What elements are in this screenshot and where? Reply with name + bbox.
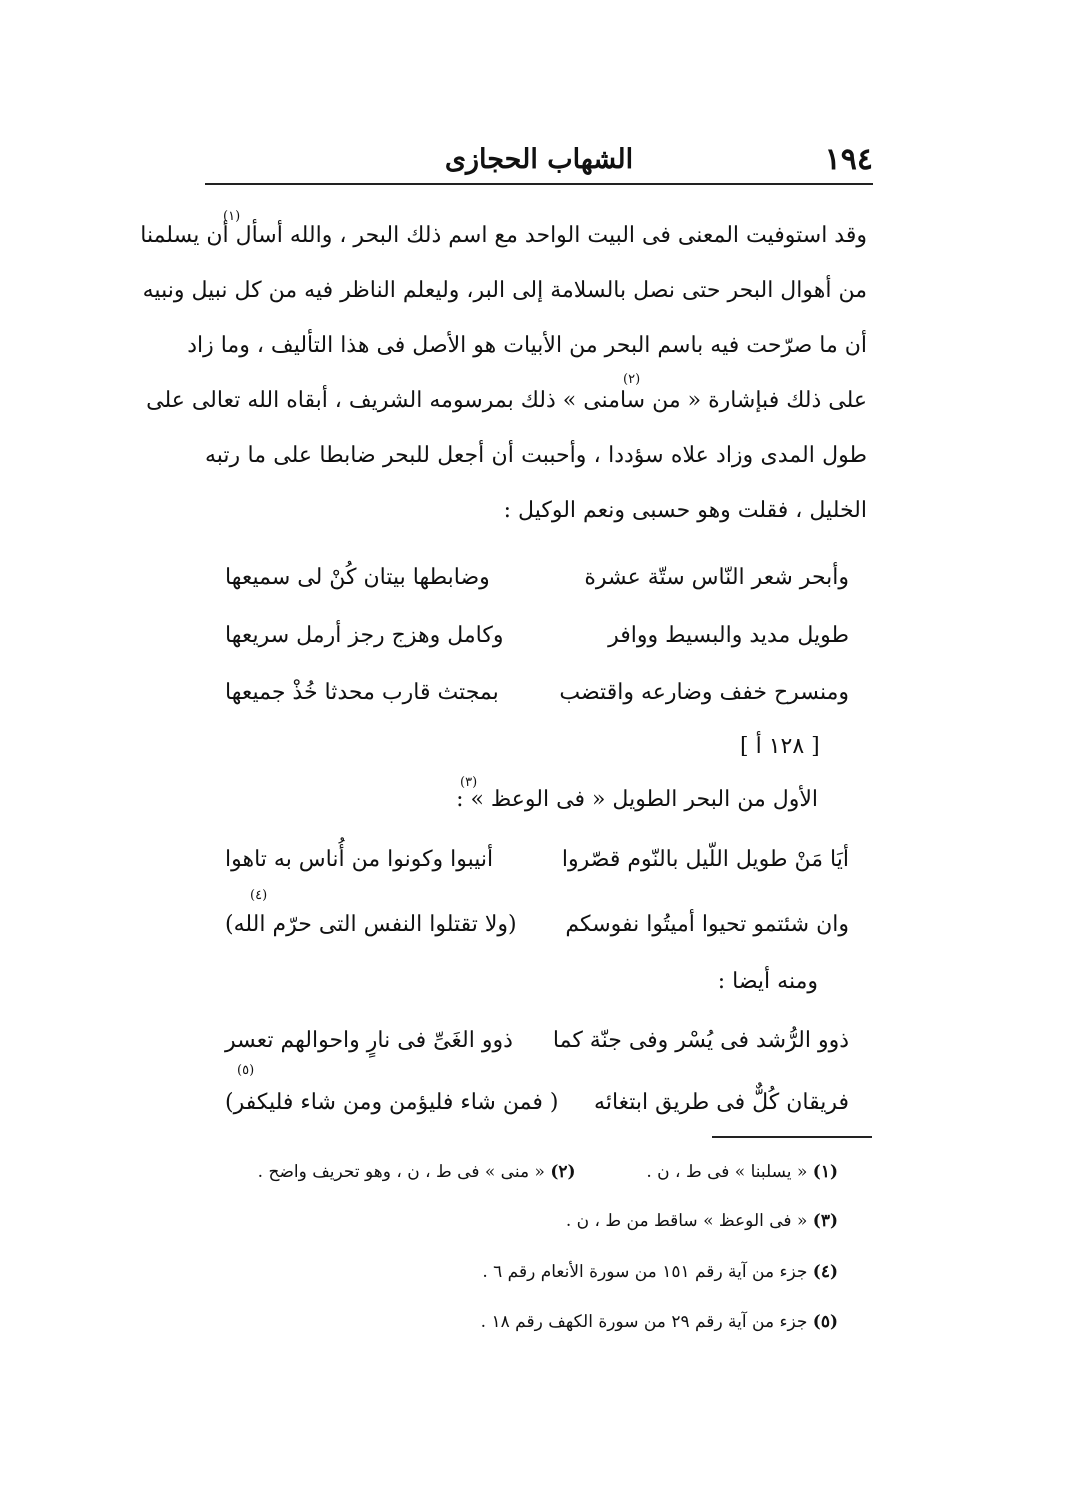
footnote-text: جزء من آية رقم ١٥١ من سورة الأنعام رقم ٦ . [482, 1262, 808, 1282]
prose-line: أن ما صرّحت فيه باسم البحر من الأبيات هو الأصل فى هذا التأليف ، وما زاد [187, 333, 867, 358]
page-number: ١٩٤ [824, 142, 873, 177]
verse-first-hemistich: فريقان كُلٌّ فى طريق ابتغائه [594, 1090, 849, 1115]
prose-paragraph [140, 208, 867, 538]
footnote-text: « فى الوعظ » ساقط من ط ، ن . [565, 1211, 808, 1231]
header-rule [205, 183, 873, 185]
verse-first-hemistich: ذوو الرُّشد فى يُسْر وفى جنّة كما [552, 1028, 849, 1053]
footnote-rule [712, 1136, 872, 1138]
footnote-text: « منى » فى ط ، ن ، وهو تحريف واضح . [257, 1162, 545, 1182]
folio-reference: [ ١٢٨ أ ] [740, 734, 820, 759]
footnote [482, 1257, 838, 1287]
verse-line [205, 553, 867, 603]
footnote [258, 1157, 838, 1187]
footnote-mark-5: (٥) [237, 1063, 255, 1078]
prose-line: وقد استوفيت المعنى فى البيت الواحد مع اسم ذلك البحر ، والله أسأل أن يسلمنا [140, 223, 867, 248]
verse-line [205, 1078, 867, 1128]
footnote-mark-4: (٤) [250, 888, 268, 903]
footnote-number: (١) [812, 1162, 838, 1182]
verse-line [205, 668, 867, 718]
verse-first-hemistich: طويل مديد والبسيط ووافر [608, 623, 849, 648]
verse-line [205, 611, 867, 661]
footnote [566, 1206, 838, 1236]
verse-first-hemistich: ومنسرح خفف وضارعه واقتضب [559, 680, 849, 705]
footnote-number: (٤) [812, 1262, 838, 1282]
verse-second-hemistich: ( فمن شاء فليؤمن ومن شاء فليكفر) [225, 1090, 559, 1115]
verse-second-hemistich: وضابطها بيتان كُنْ لى سميعها [225, 565, 490, 590]
footnote-mark-1: (١) [223, 209, 241, 224]
verse-second-hemistich: أنيبوا وكونوا من أُناس به تاهوا [225, 847, 494, 872]
verse-second-hemistich: (ولا تقتلوا النفس التى حرّم الله) [225, 912, 517, 937]
verse-first-hemistich: وان شئتمو تحيوا أميتُوا نفوسكم [565, 912, 849, 937]
footnote-mark-2: (٢) [623, 372, 641, 387]
verse-line [205, 900, 867, 950]
verse-line [205, 1016, 867, 1066]
section-heading: الأول من البحر الطويل « فى الوعظ » : [456, 787, 818, 812]
running-title: الشهاب الحجازى [444, 144, 634, 175]
prose-line: من أهوال البحر حتى نصل بالسلامة إلى البر، وليعلم الناظر فيه من كل نبيل ونبيه [142, 278, 867, 303]
footnote-text: جزء من آية رقم ٢٩ من سورة الكهف رقم ١٨ . [480, 1312, 808, 1332]
verse-line [205, 835, 867, 885]
page-header [205, 142, 873, 182]
footnote-number: (٥) [812, 1312, 838, 1332]
footnote [481, 1307, 838, 1337]
verse-first-hemistich: وأبحر شعر النّاس ستّة عشرة [584, 565, 849, 590]
verse-second-hemistich: بمجتث قارب محدثا خُذْ جميعها [225, 680, 499, 705]
prose-line: على ذلك فبإشارة « من سامنى » ذلك بمرسومه الشريف ، أبقاه الله تعالى على [146, 388, 867, 413]
prose-line: الخليل ، فقلت وهو حسبى ونعم الوكيل : [503, 498, 867, 523]
footnote-number: (٣) [812, 1211, 838, 1231]
footnote-number: (٢) [550, 1162, 576, 1182]
verse-second-hemistich: ذوو الغَىِّ فى نارٍ واحوالهم تعسر [225, 1028, 513, 1053]
prose-line: طول المدى وزاد علاه سؤددا ، وأحببت أن أجعل للبحر ضابطا على ما رتبه [205, 443, 867, 468]
also-label: ومنه أيضا : [717, 969, 818, 994]
footnote-text: « يسلبنا » فى ط ، ن . [646, 1162, 808, 1182]
verse-second-hemistich: وكامل وهزج رجز أرمل سريعها [225, 623, 504, 648]
verse-first-hemistich: أيَا مَنْ طويل اللّيل بالنّوم قصّروا [561, 847, 849, 872]
footnote-mark-3: (٣) [460, 775, 478, 790]
